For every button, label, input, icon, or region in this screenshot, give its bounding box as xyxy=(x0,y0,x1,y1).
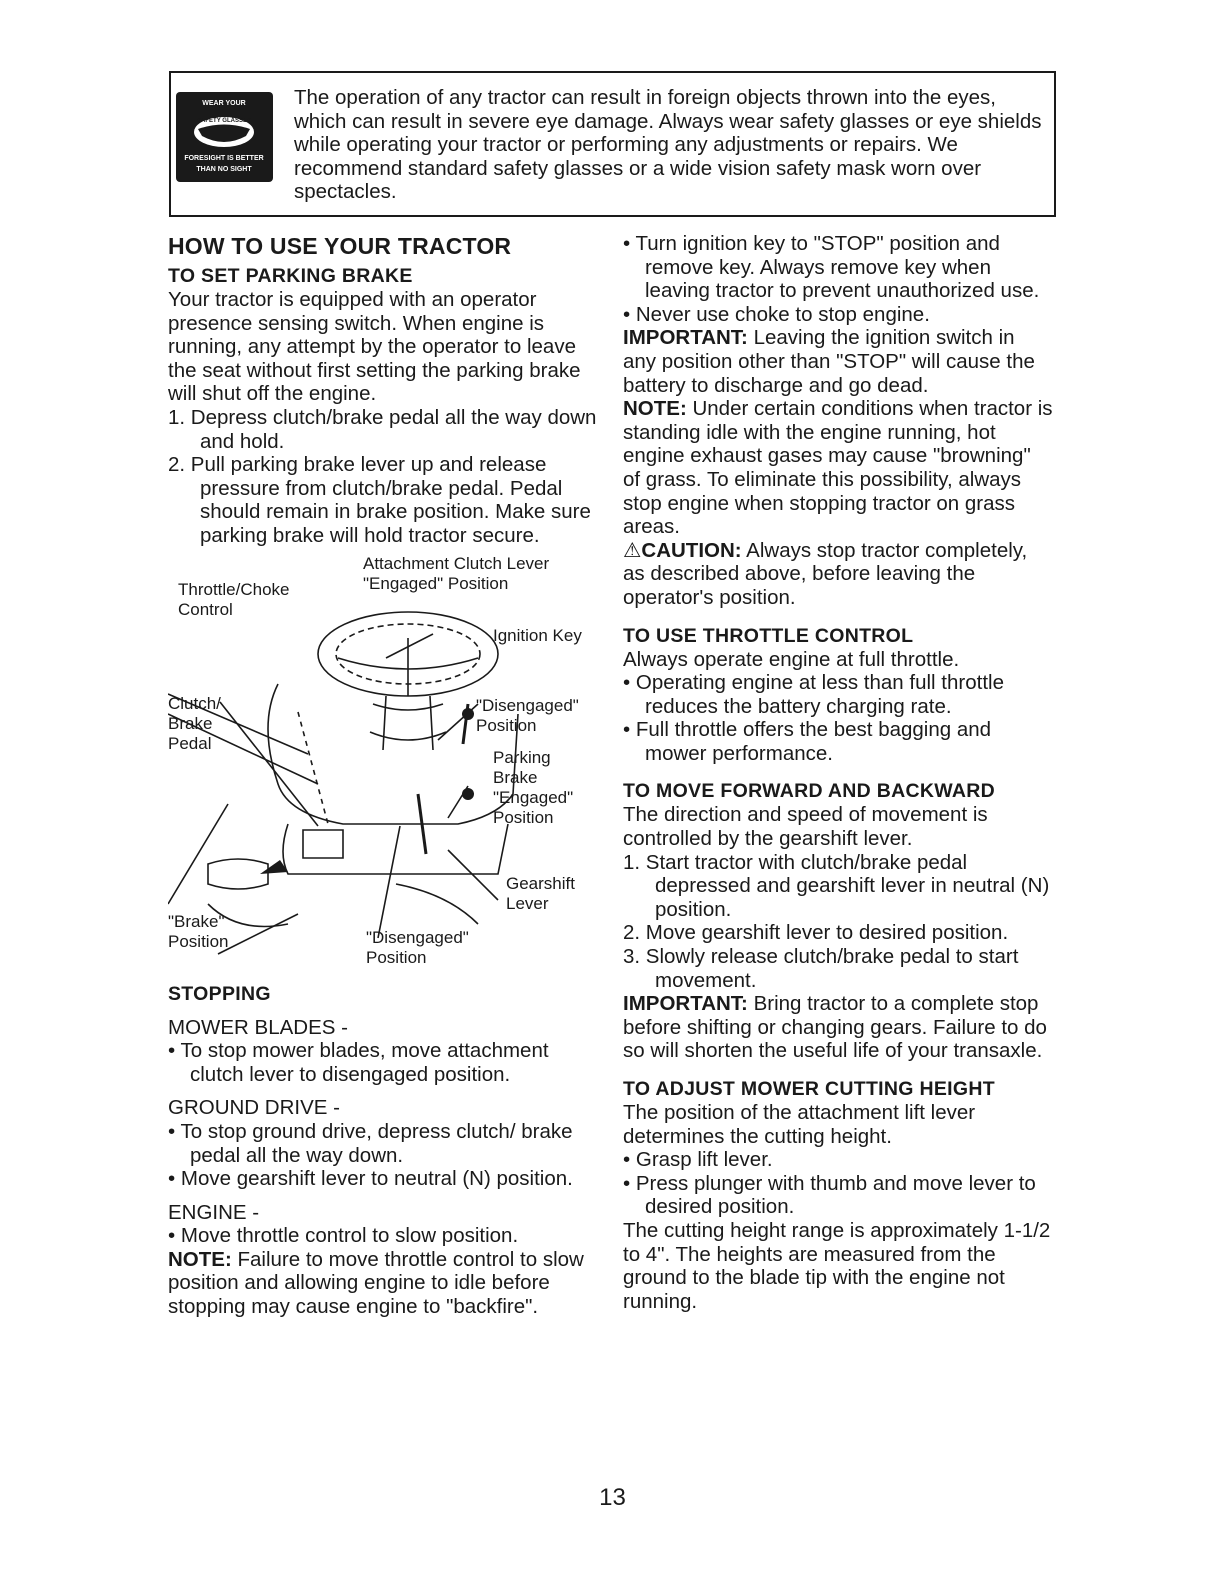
height-heading: TO ADJUST MOWER CUTTING HEIGHT xyxy=(623,1078,995,1100)
drive-item: • To stop ground drive, depress clutch/ brake pedal all the way down. xyxy=(168,1119,573,1167)
height-outro: The cutting height range is approximately 1-1/2 to 4". The heights are measured from the ground to the blade tip with the engine not running. xyxy=(623,1218,1051,1313)
stopping-heading: STOPPING xyxy=(168,982,271,1005)
choke-item: • Never use choke to stop engine. xyxy=(623,302,930,326)
parking-step-1: 1. Depress clutch/brake pedal all the way down and hold. xyxy=(168,405,597,453)
label-disengaged2-pos: Position xyxy=(366,947,427,967)
note-browning: NOTE: Under certain conditions when tractor is standing idle with the engine running, hot engine exhaust gases may cause "browning" of grass. To eliminate this possibility, always stop engine when stopping tractor on grass areas. xyxy=(623,397,1053,539)
safety-glasses-icon xyxy=(176,92,273,182)
label-control: Control xyxy=(178,599,233,619)
right-column xyxy=(623,232,1053,1313)
caution-stop: ⚠CAUTION: Always stop tractor completely, as described above, before leaving the operator's position. xyxy=(623,538,1028,609)
move-step-3: 3. Slowly release clutch/brake pedal to start movement. xyxy=(623,945,1019,992)
stopping-note: NOTE: Failure to move throttle control to slow position and allowing engine to idle before stopping may cause engine to "backfire". xyxy=(168,1247,584,1319)
height-intro: The position of the attachment lift lever determines the cutting height. xyxy=(623,1101,976,1148)
label-clutch: Clutch/ xyxy=(168,693,221,713)
svg-text:SAFETY GLASSES: SAFETY GLASSES xyxy=(197,118,251,124)
parking-brake-intro: Your tractor is equipped with an operator presence sensing switch. When engine is running, any attempt by the operator to leave the seat without first setting the parking brake will shut off the engine. xyxy=(168,288,581,406)
label-lever: Lever xyxy=(506,893,549,913)
move-step-1: 1. Start tractor with clutch/brake pedal depressed and gearshift lever in neutral (N) position. xyxy=(623,850,1050,921)
svg-text:WEAR YOUR: WEAR YOUR xyxy=(202,100,246,107)
svg-text:FORESIGHT IS BETTER: FORESIGHT IS BETTER xyxy=(184,155,264,162)
label-pedal: Pedal xyxy=(168,733,212,753)
move-step-2: 2. Move gearshift lever to desired position. xyxy=(623,921,1009,945)
parking-brake-heading: TO SET PARKING BRAKE xyxy=(168,265,413,287)
height-item: • Press plunger with thumb and move lever to desired position. xyxy=(623,1171,1036,1219)
move-heading: TO MOVE FORWARD AND BACKWARD xyxy=(623,780,996,803)
height-item: • Grasp lift lever. xyxy=(623,1148,773,1172)
left-column xyxy=(168,232,598,1319)
label-brake-pos2: Position xyxy=(168,931,229,951)
label-disengaged: "Disengaged" xyxy=(476,695,579,715)
throttle-intro: Always operate engine at full throttle. xyxy=(623,647,960,671)
ground-drive-label: GROUND DRIVE - xyxy=(168,1096,340,1120)
svg-text:THAN NO SIGHT: THAN NO SIGHT xyxy=(196,166,252,173)
label-disengaged2: "Disengaged" xyxy=(366,927,469,947)
throttle-heading: TO USE THROTTLE CONTROL xyxy=(623,624,914,647)
drive-item: • Move gearshift lever to neutral (N) position. xyxy=(168,1167,573,1191)
throttle-item: • Operating engine at less than full throttle reduces the battery charging rate. xyxy=(623,671,1004,718)
label-parking-position: Position xyxy=(493,807,554,827)
move-intro: The direction and speed of movement is controlled by the gearshift lever. xyxy=(623,803,988,851)
important-gears: IMPORTANT: Bring tractor to a complete stop before shifting or changing gears. Failure to do so will shorten the useful life of your transaxle. xyxy=(623,992,1047,1063)
safety-warning-text: The operation of any tractor can result in foreign objects thrown into the eyes, which can result in severe eye damage. Always wear safety glasses or eye shields while operating your tractor or performing any adjustments or repairs. We recommend standard safety glasses or a wide vision safety mask worn over spectacles. xyxy=(294,86,1042,204)
label-disengaged-position: Position xyxy=(476,715,537,735)
label-brake-pos: "Brake" xyxy=(168,911,225,931)
label-parking-brake: Brake xyxy=(493,767,538,787)
important-ignition: IMPORTANT: Leaving the ignition switch in any position other than "STOP" will cause the battery to discharge and go dead. xyxy=(623,326,1035,397)
engine-label: ENGINE - xyxy=(168,1200,260,1224)
label-attachment-clutch: Attachment Clutch Lever xyxy=(363,553,550,573)
caution-icon: ⚠ xyxy=(623,538,642,562)
throttle-item: • Full throttle offers the best bagging and mower performance. xyxy=(623,718,992,765)
label-parking-engaged: "Engaged" xyxy=(493,787,574,807)
parking-step-2: 2. Pull parking brake lever up and release pressure from clutch/brake pedal. Pedal should remain in brake position. Make sure parking brake will hold tractor secure. xyxy=(168,453,591,547)
label-gearshift: Gearshift xyxy=(506,873,575,893)
section-title: HOW TO USE YOUR TRACTOR xyxy=(168,233,512,259)
label-throttle: Throttle/Choke xyxy=(178,579,290,599)
label-ignition-key: Ignition Key xyxy=(493,625,582,645)
page-number: 13 xyxy=(599,1484,626,1511)
label-parking: Parking xyxy=(493,747,551,767)
ignition-item: • Turn ignition key to "STOP" position and remove key. Always remove key when leaving tractor to prevent unauthorized use. xyxy=(623,232,1040,303)
tractor-controls-diagram xyxy=(168,554,598,974)
label-engaged-position: "Engaged" Position xyxy=(363,573,509,593)
engine-item: • Move throttle control to slow position. xyxy=(168,1224,519,1248)
mower-blades-label: MOWER BLADES - xyxy=(168,1015,348,1039)
label-brake: Brake xyxy=(168,713,213,733)
blades-item: • To stop mower blades, move attachment clutch lever to disengaged position. xyxy=(168,1039,549,1086)
